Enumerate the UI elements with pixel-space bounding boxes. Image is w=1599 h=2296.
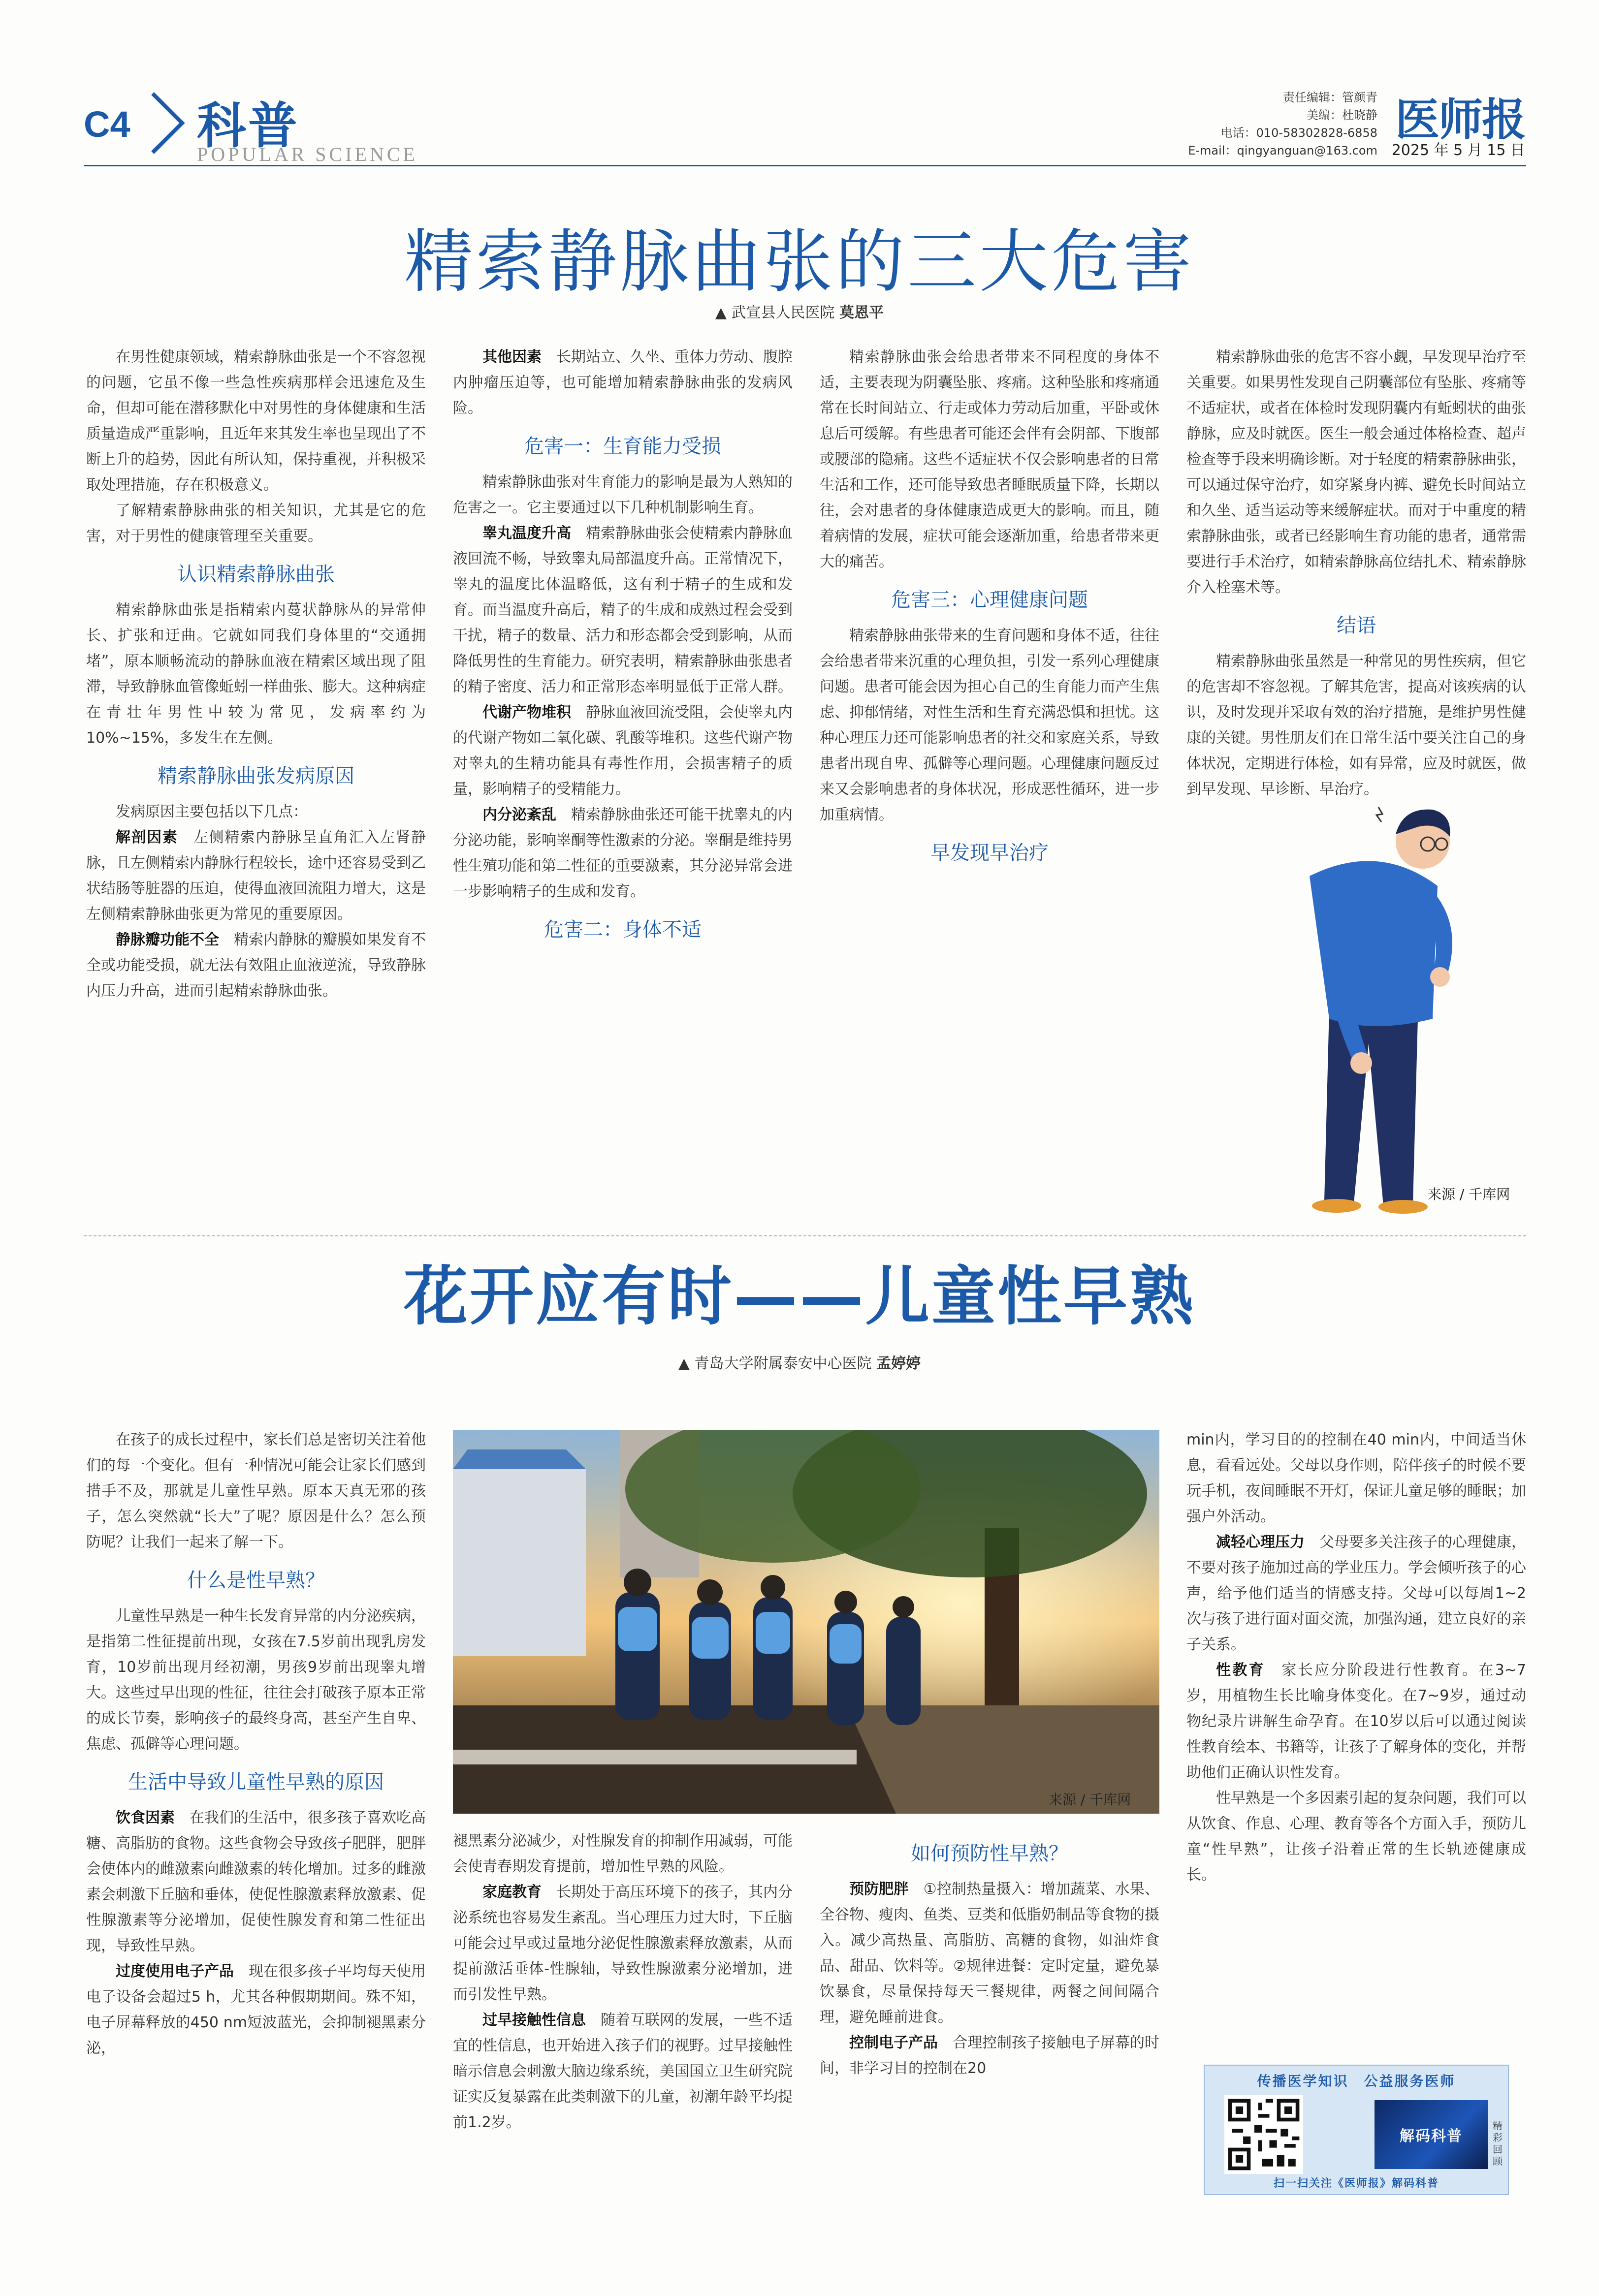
- article2-column-1: [86, 1427, 426, 2061]
- paragraph: 性早熟是一个多因素引起的复杂问题，我们可以从饮食、作息、心理、教育等各个方面入手，预防儿童“性早熟”，让孩子沿着正常的生长轨迹健康成长。: [1186, 1790, 1526, 1884]
- newspaper-logo: 医师报: [1395, 94, 1525, 146]
- qr-bottom-text: 扫一扫关注《医师报》解码科普: [1273, 2177, 1439, 2190]
- qr-side-text: 精彩回顾: [1493, 2120, 1503, 2167]
- paragraph: [1186, 1658, 1526, 1786]
- paragraph: 精索静脉曲张会给患者带来不同程度的身体不适，主要表现为阴囊坠胀、疼痛。这种坠胀和疼痛通常在长时间站立、行走或体力劳动后加重，平卧或休息后可缓解。有些患者可能还会伴有会阴部、下腹部或腰部的隐痛。这些不适症状不仅会影响患者的日常生活和工作，还可能导致患者睡眠质量下降，长期以往，会对患者的身体健康造成更大的影响。而且，随着病情的发展，症状可能会逐渐加重，给患者带来更大的痛苦。: [820, 348, 1159, 570]
- subheading: 什么是性早熟？: [187, 1569, 325, 1592]
- chevron-right-icon: [148, 89, 187, 157]
- lead-phrase: 内分泌紊乱: [482, 806, 556, 823]
- header-rule: [84, 165, 1526, 166]
- phone-line: 电话：010-58302828-6858: [1220, 126, 1377, 140]
- article2-column-4: [1186, 1427, 1526, 1888]
- lead-phrase: 预防肥胖: [849, 1881, 909, 1898]
- paragraph-text: 精索内静脉的瓣膜如果发育不全或功能受损，就无法有效阻止血液逆流，导致静脉内压力升高，进而引起精索静脉曲张。: [86, 931, 426, 1000]
- paragraph: 了解精索静脉曲张的相关知识，尤其是它的危害，对于男性的健康管理至关重要。: [86, 502, 426, 545]
- paragraph: 在男性健康领域，精索静脉曲张是一个不容忽视的问题，它虽不像一些急性疾病那样会迅速危及生命，但却可能在潜移默化中对男性的身体健康和生活质量造成严重影响，且近年来其发生率也呈现出了不断上升的趋势，因此有所认知，保持重视，并积极采取处理措施，存在积极意义。: [86, 348, 426, 494]
- lead-phrase: 过度使用电子产品: [116, 1963, 234, 1980]
- subheading: 结语: [1337, 614, 1376, 637]
- paragraph-text: ①控制热量摄入：增加蔬菜、水果、全谷物、瘦肉、鱼类、豆类和低脂奶制品等食物的摄入。减少高热量、高脂肪、高糖的食物，如油炸食品、甜品、饮料等。②规律进餐：定时定量，避免暴饮暴食，尽量保持每天三餐规律，两餐之间间隔合理，避免睡前进食。: [820, 1881, 1159, 2026]
- article1-column-3: [820, 345, 1159, 876]
- qr-promo-box[interactable]: [1204, 2065, 1509, 2195]
- subheading: 精索静脉曲张发病原因: [158, 765, 354, 787]
- lead-phrase: 其他因素: [482, 348, 542, 366]
- paragraph: 精索静脉曲张对生育能力的影响是最为人熟知的危害之一。它主要通过以下几种机制影响生育。: [453, 473, 793, 516]
- paragraph: [453, 345, 793, 421]
- paragraph: [86, 825, 426, 927]
- paragraph-text: 精索静脉曲张会使精索内静脉血液回流不畅，导致睾丸局部温度升高。正常情况下，睾丸的温度比体温略低，这有利于精子的生成和发育。而当温度升高后，精子的生成和成熟过程会受到干扰，精子的数量、活力和形态都会受到影响，从而降低男性的生育能力。研究表明，精索静脉曲张患者的精子密度、活力和正常形态率明显低于正常人群。: [453, 525, 793, 695]
- paragraph: [453, 521, 793, 700]
- paragraph: [453, 700, 793, 802]
- lead-phrase: 睾丸温度升高: [482, 525, 571, 542]
- section-title: 科普: [197, 97, 299, 155]
- section-subtitle: POPULAR SCIENCE: [197, 143, 418, 165]
- paragraph-text: 现在很多孩子平均每天使用电子设备会超过5 h，尤其各种假期期间。殊不知，电子屏幕释放的450 nm短波蓝光，会抑制褪黑素分泌，: [86, 1963, 426, 2057]
- page-number: C4: [84, 104, 130, 145]
- man-back-pain-illustration: [1255, 787, 1482, 1216]
- byline-author: 孟婷婷: [876, 1355, 921, 1372]
- paragraph-text: 长期站立、久坐、重体力劳动、腹腔内肿瘤压迫等，也可能增加精索静脉曲张的发病风险。: [453, 348, 793, 417]
- paragraph: 精索静脉曲张虽然是一种常见的男性疾病，但它的危害却不容忽视。了解其危害，提高对该疾病的认识，及时发现并采取有效的治疗措施，是维护男性健康的关键。男性朋友们在日常生活中要关注自己的身体状况，定期进行体检，如有异常，应及时就医，做到早发现、早诊断、早治疗。: [1186, 653, 1526, 798]
- paragraph-text: 左侧精索内静脉呈直角汇入左肾静脉，且左侧精索内静脉行程较长，途中还容易受到乙状结肠等脏器的压迫，使得血液回流阻力增大，这是左侧精索静脉曲张更为常见的重要原因。: [86, 829, 426, 923]
- video-thumbnail[interactable]: [1375, 2100, 1488, 2169]
- article-divider: [84, 1235, 1526, 1236]
- paragraph: [453, 2008, 793, 2136]
- lead-phrase: 控制电子产品: [849, 2034, 938, 2051]
- paragraph-text: 合理控制孩子接触电子屏幕的时间，非学习目的控制在20: [820, 2034, 1159, 2077]
- paragraph: [86, 927, 426, 1004]
- paragraph: 精索静脉曲张带来的生育问题和身体不适，往往会给患者带来沉重的心理负担，引发一系列心理健康问题。患者可能会因为担心自己的生育能力而产生焦虑、抑郁情绪，对性生活和生育充满恐惧和担忧。这种心理压力还可能影响患者的社交和家庭关系，导致患者出现自卑、孤僻等心理问题。心理健康问题反过来又会影响患者的身体状况，形成恶性循环，进一步加重病情。: [820, 627, 1159, 823]
- lead-phrase: 饮食因素: [116, 1809, 175, 1826]
- byline-author: 莫恩平: [839, 304, 884, 321]
- subheading: 危害三：心理健康问题: [891, 589, 1088, 611]
- lead-phrase: 过早接触性信息: [482, 2012, 586, 2029]
- paragraph-text: 随着互联网的发展，一些不适宜的性信息，也开始进入孩子们的视野。过早接触性暗示信息会刺激大脑边缘系统，美国国立卫生研究院证实反复暴露在此类刺激下的儿童，初潮年龄平均提前1.2岁。: [453, 2012, 793, 2131]
- paragraph: [1186, 1530, 1526, 1658]
- article2-byline: [0, 1351, 1599, 1373]
- paragraph-text: 静脉血液回流受阻，会使睾丸内的代谢产物如二氧化碳、乳酸等堆积。这些代谢产物对睾丸的生精功能具有毒性作用，会损害精子的质量，影响精子的受精能力。: [453, 704, 793, 798]
- paragraph-text: 父母要多关注孩子的心理健康，不要对孩子施加过高的学业压力。学会倾听孩子的心声，给予他们适当的情感支持。父母可以每周1~2次与孩子进行面对面交流，加强沟通，建立良好的亲子关系。: [1186, 1534, 1526, 1653]
- paragraph: [820, 1877, 1159, 2030]
- byline-org: ▲ 青岛大学附属泰安中心医院: [678, 1355, 872, 1372]
- article1-column-4: [1186, 345, 1526, 802]
- paragraph: min内，学习目的的控制在40 min内，中间适当休息，看看远处。父母以身作则，陪伴孩子的时候不要玩手机，夜间睡眠不开灯，保证儿童足够的睡眠；加强户外活动。: [1186, 1431, 1526, 1525]
- paragraph-text: 长期处于高压环境下的孩子，其内分泌系统也容易发生紊乱。当心理压力过大时，下丘脑可能会过早或过量地分泌促性腺激素释放激素，从而提前激活垂体-性腺轴，导致性腺激素分泌增加，进而引发性早熟。: [453, 1884, 793, 2003]
- paragraph: [453, 1880, 793, 2008]
- issue-date: 2025 年 5 月 15 日: [1391, 142, 1525, 159]
- article1-column-2: [453, 345, 793, 953]
- designer-line: 美编：杜晓静: [1307, 108, 1377, 122]
- lead-phrase: 性教育: [1216, 1662, 1266, 1679]
- article2-column-3: [820, 1828, 1159, 2081]
- paragraph: [820, 2030, 1159, 2081]
- article1-title: 精索静脉曲张的三大危害: [404, 222, 1195, 302]
- byline-org: ▲ 武宣县人民医院: [715, 304, 835, 321]
- subheading: 如何预防性早熟？: [911, 1842, 1068, 1865]
- lead-phrase: 代谢产物堆积: [482, 704, 571, 721]
- lead-phrase: 家庭教育: [482, 1884, 542, 1901]
- article1-byline: [0, 300, 1599, 322]
- paragraph: 精索静脉曲张的危害不容小觑，早发现早治疗至关重要。如果男性发现自己阴囊部位有坠胀、疼痛等不适症状，或者在体检时发现阴囊内有蚯蚓状的曲张静脉，应及时就医。医生一般会通过体格检查、超声检查等手段来明确诊断。对于轻度的精索静脉曲张，可以通过保守治疗，如穿紧身内裤、避免长时间站立和久坐、适当运动等来缓解症状。而对于中重度的精索静脉曲张，或者已经影响生育功能的患者，通常需要进行手术治疗，如精索静脉高位结扎术、精索静脉介入栓塞术等。: [1186, 348, 1526, 596]
- paragraph: [86, 1959, 426, 2061]
- subheading: 认识精索静脉曲张: [177, 563, 335, 586]
- subheading: 早发现早治疗: [930, 842, 1049, 864]
- paragraph: [86, 1805, 426, 1959]
- lead-phrase: 解剖因素: [116, 829, 178, 846]
- image-credit: 来源 / 千库网: [1049, 1792, 1131, 1808]
- article1-column-1: [86, 345, 426, 1004]
- subheading: 危害一：生育能力受损: [524, 435, 721, 458]
- paragraph-text: 家长应分阶段进行性教育。在3~7岁，用植物生长比喻身体变化。在7~9岁，通过动物纪录片讲解生命孕育。在10岁以后可以通过阅读性教育绘本、书籍等，让孩子了解身体的变化，并帮助他们正确认识性发育。: [1186, 1662, 1527, 1781]
- paragraph: 在孩子的成长过程中，家长们总是密切关注着他们的每一个变化。但有一种情况可能会让家长们感到措手不及，那就是儿童性早熟。原本天真无邪的孩子，怎么突然就“长大”了呢？原因是什么？怎么预防呢？让我们一起来了解一下。: [86, 1431, 426, 1551]
- image-credit: 来源 / 千库网: [1428, 1186, 1510, 1202]
- article2-title: 花开应有时——儿童性早熟: [403, 1259, 1195, 1334]
- article2-column-2: [453, 1828, 793, 2136]
- paragraph: [453, 802, 793, 905]
- lead-phrase: 静脉瓣功能不全: [116, 931, 219, 948]
- paragraph: 儿童性早熟是一种生长发育异常的内分泌疾病，是指第二性征提前出现，女孩在7.5岁前出现乳房发育，10岁前出现月经初潮，男孩9岁前出现睾丸增大。这些过早出现的性征，往往会打破孩子原本正常的成长节奏，影响孩子的最终身高，甚至产生自卑、焦虑、孤僻等心理问题。: [86, 1607, 426, 1753]
- editor-line: 责任编辑：管颜青: [1283, 91, 1377, 104]
- paragraph-text: 在我们的生活中，很多孩子喜欢吃高糖、高脂肪的食物。这些食物会导致孩子肥胖，肥胖会使体内的雌激素向雌激素的转化增加。过多的雌激素会刺激下丘脑和垂体，使促性腺激素释放激素、促性腺激素等分泌增加，促使性腺发育和第二性征出现，导致性早熟。: [86, 1809, 426, 1954]
- paragraph: 发病原因主要包括以下几点：: [116, 803, 308, 820]
- qr-top-text: 传播医学知识 公益服务医师: [1257, 2073, 1456, 2089]
- paragraph-text: 精索静脉曲张还可能干扰睾丸的内分泌功能，影响睾酮等性激素的分泌。睾酮是维持男性生殖功能和第二性征的重要激素，其分泌异常会进一步影响精子的生成和发育。: [453, 806, 793, 900]
- lead-phrase: 减轻心理压力: [1216, 1534, 1305, 1551]
- paragraph: 褪黑素分泌减少，对性腺发育的抑制作用减弱，可能会使青春期发育提前，增加性早熟的风险。: [453, 1832, 793, 1875]
- email-line: E-mail：qingyanguan@163.com: [1188, 144, 1377, 157]
- subheading: 危害二：身体不适: [544, 918, 702, 941]
- qr-code-icon[interactable]: [1224, 2095, 1303, 2174]
- subheading: 生活中导致儿童性早熟的原因: [128, 1771, 384, 1793]
- editor-info: [1188, 89, 1377, 159]
- paragraph: 精索静脉曲张是指精索内蔓状静脉丛的异常伸长、扩张和迂曲。它就如同我们身体里的“交通拥堵”，原本顺畅流动的静脉血液在精索区域出现了阻滞，导致静脉血管像蚯蚓一样曲张、膨大。这种病症在青壮年男性中较为常见，发病率约为10%~15%，多发生在左侧。: [86, 601, 426, 747]
- students-walking-photo: [453, 1430, 1159, 1814]
- thumbnail-title: 解码科普: [1400, 2128, 1463, 2145]
